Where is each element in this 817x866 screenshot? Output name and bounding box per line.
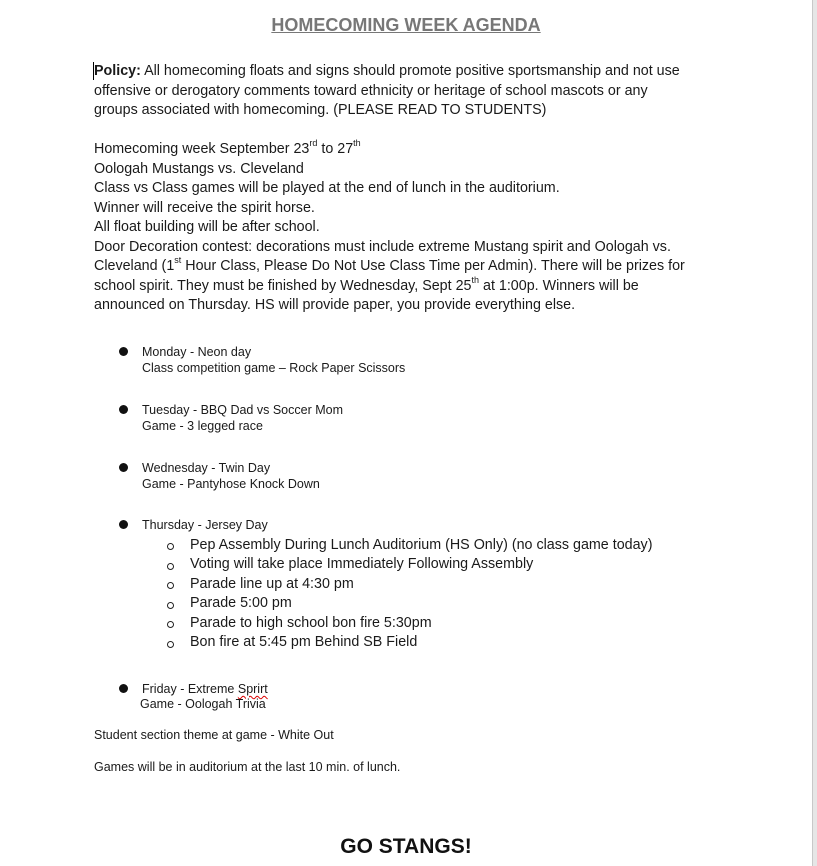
door2-sup: st: [174, 255, 182, 266]
student-section-theme: Student section theme at game - White Out: [94, 728, 334, 742]
friday-title-text: Friday - Extreme: [142, 682, 238, 696]
policy-line-2: offensive or derogatory comments toward ethnicity or heritage of school mascots or any: [94, 82, 648, 99]
float-info: All float building will be after school.: [94, 219, 320, 235]
closing-slogan: GO STANGS!: [340, 835, 472, 858]
thursday-item: Parade to high school bon fire 5:30pm: [190, 614, 432, 631]
policy-label: Policy:: [94, 63, 141, 79]
matchup: Oologah Mustangs vs. Cleveland: [94, 160, 304, 177]
winner-info: Winner will receive the spirit horse.: [94, 199, 315, 216]
day-detail-friday: Game - Oologah Trivia: [140, 697, 266, 711]
sub-bullet-icon: [167, 563, 174, 570]
policy-line-1: [94, 62, 680, 82]
day-detail-monday: Class competition game – Rock Paper Scissors: [142, 361, 406, 375]
day-title-tuesday: Tuesday - BBQ Dad vs Soccer Mom: [142, 403, 343, 417]
door2-text-b: Hour Class, Please Do Not Use Class Time per Admin). There will be prizes for: [181, 258, 685, 274]
dates-text-a: Homecoming week September 23: [94, 141, 310, 157]
door3-text-a: school spirit. They must be finished by Wednesday, Sept 25: [94, 277, 472, 294]
door-contest-line-1: Door Decoration contest: decorations must include extreme Mustang spirit and Oologah vs.: [94, 238, 671, 255]
sub-bullet-icon: [167, 621, 174, 628]
bullet-icon: [119, 405, 128, 414]
sub-bullet-icon: [167, 602, 174, 609]
dates-sup-2: th: [353, 138, 361, 149]
games-note: Games will be in auditorium at the last 10 min. of lunch.: [94, 759, 401, 774]
sub-bullet-icon: [167, 641, 174, 648]
door-contest-line-4: announced on Thursday. HS will provide paper, you provide everything else.: [94, 297, 576, 313]
homecoming-dates: [94, 140, 361, 160]
door3-sup: th: [471, 274, 480, 285]
bullet-icon: [119, 684, 128, 693]
bullet-icon: [119, 520, 128, 529]
thursday-item: Parade 5:00 pm: [190, 595, 292, 611]
thursday-item: Pep Assembly During Lunch Auditorium (HS Only) (no class game today): [190, 536, 653, 553]
sub-bullet-icon: [167, 582, 174, 589]
day-detail-wednesday: Game - Pantyhose Knock Down: [142, 476, 320, 491]
dates-text-b: to 27: [317, 141, 354, 157]
sub-bullet-icon: [167, 543, 174, 550]
dates-sup-1: rd: [309, 138, 318, 149]
document-title: HOMECOMING WEEK AGENDA: [271, 15, 541, 35]
policy-text-1: All homecoming floats and signs should promote positive sportsmanship and not use: [140, 63, 680, 79]
misspelled-word: Sprirt: [237, 682, 268, 696]
day-detail-tuesday: Game - 3 legged race: [142, 418, 263, 433]
day-title-friday: [142, 682, 268, 698]
door-contest-line-3: [94, 274, 639, 297]
door3-text-b: at 1:00p. Winners will be: [479, 277, 639, 294]
games-info: Class vs Class games will be played at the end of lunch in the auditorium.: [94, 180, 560, 196]
thursday-item: Parade line up at 4:30 pm: [190, 575, 354, 592]
door2-text-a: Cleveland (1: [94, 258, 175, 274]
day-title-thursday: Thursday - Jersey Day: [142, 518, 268, 532]
day-title-wednesday: Wednesday - Twin Day: [142, 461, 271, 475]
page-edge: [812, 0, 817, 866]
policy-line-3: groups associated with homecoming. (PLEASE READ TO STUDENTS): [94, 102, 547, 118]
thursday-item: Bon fire at 5:45 pm Behind SB Field: [190, 634, 418, 650]
day-title-monday: Monday - Neon day: [142, 345, 252, 359]
thursday-item: Voting will take place Immediately Following Assembly: [190, 556, 534, 572]
bullet-icon: [119, 463, 128, 472]
bullet-icon: [119, 347, 128, 356]
door-contest-line-2: [94, 257, 685, 277]
